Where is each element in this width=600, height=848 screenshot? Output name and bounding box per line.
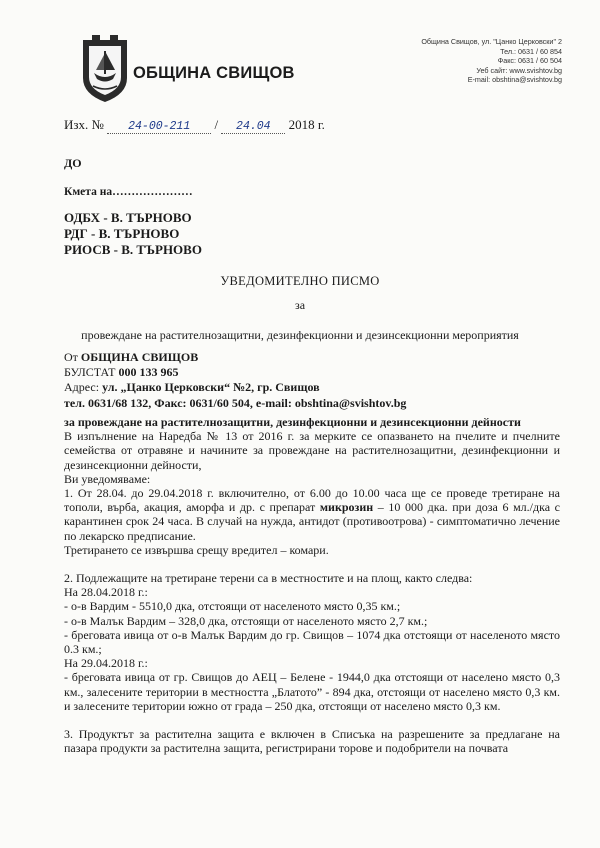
addressee-mayor: Кмета на………………… (64, 186, 193, 198)
contact-fax: Факс: 0631 / 60 504 (497, 56, 562, 65)
contact-phone: Тел.: 0631 / 60 854 (500, 46, 562, 56)
document-title: УВЕДОМИТЕЛНО ПИСМО (220, 274, 380, 288)
body-notice: Ви уведомяваме: (64, 471, 151, 486)
recipient-rdg: РДГ - В. ТЪРНОВО (64, 226, 180, 241)
sender-bulstat-line: БУЛСТАТ 000 133 965 (64, 365, 179, 380)
sender-block (64, 350, 406, 411)
recipient-odbh: ОДБХ - В. ТЪРНОВО (64, 210, 192, 225)
sender-contact-line: тел. 0631/68 132, Факс: 0631/60 504, e-mail: obshtina@svishtov.bg (64, 395, 407, 410)
body-item-3: 3. Продуктът за растителна защита е включен в Списъка на разрешените за предлагане на пазара продукти за растителна защита, регистрирани торове и подобрители на почвата (64, 727, 560, 756)
recipient-list (64, 210, 202, 258)
area-line: - о-в Вардим - 5510,0 дка, отстоящи от населеното място 0,35 км.; (64, 599, 401, 614)
area-line: - о-в Малък Вардим – 328,0 дка, отстоящи от населеното място 2,7 км.; (64, 613, 428, 628)
sender-name-line: От ОБЩИНА СВИЩОВ (64, 350, 199, 364)
body-item-2: 2. Подлежащите на третиране терени са в местностите и на площ, както следва: (64, 571, 473, 586)
body-target-pest: Третирането се извършва срещу вредител – комари. (64, 542, 329, 557)
reference-number-handwritten: 24-00-211 (107, 120, 211, 134)
area-line: - бреговата ивица от о-в Малък Вардим до гр. Свищов – 1074 дка отстоящи от населеното място 0.3 км.; (64, 627, 560, 657)
municipality-name: ОБЩИНА СВИЩОВ (133, 64, 295, 82)
municipality-crest-logo (80, 32, 130, 104)
reference-date-handwritten: 24.04 (221, 120, 285, 134)
contact-email: E-mail: obshtina@svishtov.bg (467, 75, 562, 84)
body-item-1: 1. От 28.04. до 29.04.2018 г. включително, от 6.00 до 10.00 часа ще се проведе третиране на тополи, върба, акация, аморфа и др. с препарат микрозин – 10 000 дка. при доза 6 мл./дка с карантинен срок 24 часа. В случай на нужда, антидот (противоотрова) - симптоматично лечение по лекарско предписание. (64, 486, 560, 543)
outgoing-reference-line (64, 117, 325, 134)
area-line: - бреговата ивица от гр. Свищов до АЕЦ – Белене - 1944,0 дка отстоящи от населено място 0,3 км., залесените територии в местността „Блатото” - 894 дка, отстоящи от населено място 0,3 км. и залесените територии южно от града – 250 дка, отстоящи от населено място 0,3 км. (64, 670, 560, 713)
contact-block (421, 37, 562, 85)
sender-address-line: Адрес: ул. „Цанко Церковски“ №2, гр. Свищов (64, 380, 320, 395)
recipient-riosv: РИОСВ - В. ТЪРНОВО (64, 242, 202, 257)
addressee-label: ДО (64, 156, 82, 170)
body-date-2: На 29.04.2018 г.: (64, 656, 148, 671)
letter-body (64, 415, 560, 755)
reference-label: Изх. № (64, 117, 104, 132)
body-heading: за провеждане на растителнозащитни, дезинфекционни и дезинсекционни дейности (64, 415, 521, 429)
body-intro: В изпълнение на Наредба № 13 от 2016 г. за мерките се опазването на пчелите и пчелните семейства от отравяне и начините за провеждане на растителнозащитни, дезинфекционни и дезинсекционни дейности, (64, 429, 560, 472)
document-subject: провеждане на растителнозащитни, дезинфекционни и дезинсекционни мероприятия (81, 328, 519, 342)
contact-website: Уеб сайт: www.svishtov.bg (476, 65, 562, 75)
reference-separator: / (214, 117, 219, 132)
contact-address: Община Свищов, ул. "Цанко Церковски" 2 (421, 37, 562, 46)
body-date-1: На 28.04.2018 г.: (64, 585, 148, 600)
reference-year: 2018 г. (288, 117, 325, 132)
document-title-for: за (294, 298, 306, 312)
